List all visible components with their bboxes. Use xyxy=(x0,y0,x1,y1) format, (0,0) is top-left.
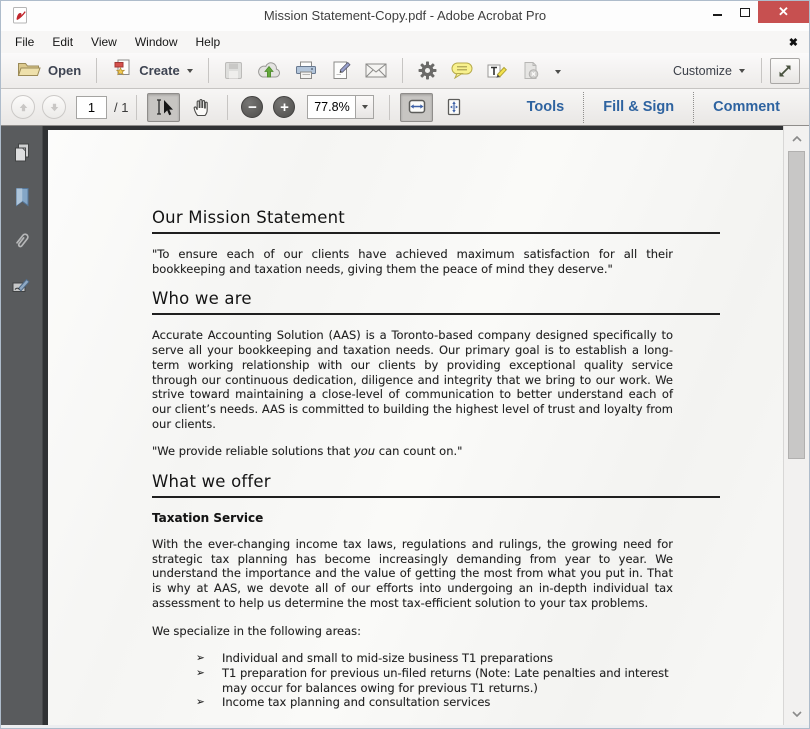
toolbar-divider xyxy=(227,95,228,120)
cloud-upload-icon xyxy=(257,62,281,79)
hand-icon xyxy=(192,97,210,117)
chevron-up-icon xyxy=(792,136,802,142)
chevron-down-icon xyxy=(792,711,802,717)
tab-comment[interactable]: Comment xyxy=(713,99,780,115)
doc-section-heading: Who we are xyxy=(152,289,720,315)
plus-icon: + xyxy=(280,98,289,116)
page-number-input[interactable] xyxy=(76,96,107,119)
share-upload-button[interactable] xyxy=(250,59,288,82)
zoom-out-button[interactable] xyxy=(241,96,263,118)
close-document-icon[interactable]: ✖ xyxy=(788,36,798,49)
zoom-dropdown-button[interactable] xyxy=(355,96,373,118)
next-page-button[interactable] xyxy=(42,95,66,119)
window-title: Mission Statement-Copy.pdf - Adobe Acrobat Pro xyxy=(263,8,547,23)
highlighter-icon xyxy=(487,61,507,80)
page-x-button[interactable] xyxy=(514,58,547,83)
list-item-text: Individual and small to mid-size business T1 preparations xyxy=(222,651,554,666)
chevron-down-icon xyxy=(739,69,745,73)
print-button[interactable] xyxy=(288,58,324,83)
maximize-button[interactable] xyxy=(731,1,758,23)
minimize-icon xyxy=(713,14,722,16)
sign-page-icon xyxy=(331,61,351,80)
doc-paragraph: With the ever-changing income tax laws, regulations and rulings, the growing need for strategic tax planning has become increasingly demanding from year to year. We understand the importance and the value of getting the most from what you put in. That is why at AAS, we devote all of our efforts into undergoing an in-depth individual tax assessment to help us determine the most tax-efficient solution to your tax problems. xyxy=(152,537,673,610)
save-icon xyxy=(224,61,243,80)
list-item xyxy=(152,666,673,695)
bookmark-icon xyxy=(13,187,31,207)
create-button[interactable] xyxy=(105,56,199,86)
menu-bar xyxy=(1,31,809,53)
scroll-down-button[interactable] xyxy=(784,704,809,724)
select-tool-button[interactable] xyxy=(147,93,180,122)
menu-edit[interactable]: Edit xyxy=(52,35,74,49)
navigation-toolbar xyxy=(1,89,809,126)
zoom-level-control xyxy=(307,95,374,119)
doc-paragraph: "To ensure each of our clients have achieved maximum satisfaction for all their bookkeeping and taxation needs, giving them the peace of mind they deserve." xyxy=(152,247,673,276)
gear-icon xyxy=(418,61,437,80)
close-icon: ✕ xyxy=(778,4,789,19)
menu-file[interactable]: File xyxy=(15,35,35,49)
menu-view[interactable]: View xyxy=(91,35,117,49)
select-cursor-icon xyxy=(154,97,174,117)
close-button[interactable] xyxy=(758,1,809,23)
open-label: Open xyxy=(48,63,82,78)
email-button[interactable] xyxy=(358,60,394,81)
signatures-button[interactable] xyxy=(7,271,37,298)
navigation-pane xyxy=(1,126,43,728)
doc-subheading: Taxation Service xyxy=(152,511,264,526)
doc-paragraph: Accurate Accounting Solution (AAS) is a Toronto-based company designed specifically to serve all your bookkeeping and taxation needs. Our primary goal is to establish a long-term working relationship with our clients by providing exceptional quality service through our continuous dedication, diligence and integrity that we bring to our work. We strive toward maintaining a close-level of communication to better understand each of our client’s needs. AAS is committed to building the highest level of trust and loyalty from our clients. xyxy=(152,328,673,431)
arrow-bullet-icon: ➢ xyxy=(196,652,205,665)
fit-page-icon xyxy=(446,98,462,116)
previous-page-button[interactable] xyxy=(11,95,35,119)
pages-icon xyxy=(11,142,33,164)
task-panes xyxy=(508,89,799,125)
doc-paragraph: We specialize in the following areas: xyxy=(152,623,362,638)
arrow-up-icon xyxy=(17,101,30,114)
create-document-icon xyxy=(112,59,132,83)
fit-width-icon xyxy=(408,99,426,115)
title-bar xyxy=(1,1,809,31)
tab-fill-sign[interactable]: Fill & Sign xyxy=(603,99,675,115)
main-toolbar xyxy=(1,53,809,89)
minimize-button[interactable] xyxy=(704,1,731,23)
chevron-down-icon xyxy=(187,69,193,73)
zoom-level-input[interactable] xyxy=(308,96,355,118)
expand-arrows-icon xyxy=(777,63,793,79)
speech-bubble-icon xyxy=(451,62,473,79)
document-area xyxy=(1,126,809,728)
printer-icon xyxy=(295,61,317,80)
open-button[interactable] xyxy=(10,57,88,85)
list-item xyxy=(152,695,673,710)
scroll-up-button[interactable] xyxy=(784,129,809,149)
toolbar-divider xyxy=(96,58,97,83)
more-tools-icon xyxy=(554,68,562,74)
page-canvas xyxy=(44,126,785,728)
list-item-text: T1 preparation for previous un-filed returns (Note: Late penalties and interest may occur for balances owing for previous T1 returns.) xyxy=(222,665,669,695)
toolbar-divider xyxy=(402,58,403,83)
fit-width-button[interactable] xyxy=(400,93,433,122)
settings-gear-button[interactable] xyxy=(411,58,444,83)
zoom-in-button[interactable] xyxy=(273,96,295,118)
toolbar-overflow-button[interactable] xyxy=(547,65,569,77)
doc-content xyxy=(152,208,720,710)
folder-icon xyxy=(17,60,41,82)
highlight-text-button[interactable] xyxy=(480,58,514,83)
toolbar-divider xyxy=(761,58,762,83)
doc-paragraph: "We provide reliable solutions that you can count on." xyxy=(152,444,463,459)
list-item xyxy=(152,651,673,666)
comment-bubble-button[interactable] xyxy=(444,59,480,82)
save-button[interactable] xyxy=(217,58,250,83)
attachments-button[interactable] xyxy=(7,227,37,254)
doc-section-heading: What we offer xyxy=(152,472,720,498)
window-bottom-edge xyxy=(1,725,809,728)
doc-section-heading: Our Mission Statement xyxy=(152,208,720,234)
toolbar-divider xyxy=(208,58,209,83)
toolbar-divider xyxy=(389,95,390,120)
create-label: Create xyxy=(139,63,180,78)
page-thumbnails-button[interactable] xyxy=(7,139,37,166)
sign-document-button[interactable] xyxy=(324,58,358,83)
doc-bullet-list xyxy=(152,651,720,710)
signature-icon xyxy=(11,276,33,294)
tab-tools[interactable]: Tools xyxy=(526,99,565,115)
page-count-label: / 1 xyxy=(114,99,129,115)
pdf-page xyxy=(48,130,783,728)
reading-mode-button[interactable] xyxy=(770,58,800,84)
maximize-icon xyxy=(740,8,750,17)
page-x-icon xyxy=(521,61,540,80)
toolbar-divider xyxy=(136,95,137,120)
scrollbar-thumb[interactable] xyxy=(788,151,805,459)
chevron-down-icon xyxy=(362,105,368,109)
list-item-text: Income tax planning and consultation services xyxy=(222,695,491,710)
minus-icon: − xyxy=(248,98,257,116)
paperclip-icon xyxy=(11,230,33,252)
arrow-bullet-icon: ➢ xyxy=(196,696,205,709)
vertical-scrollbar[interactable] xyxy=(783,126,809,728)
customize-label: Customize xyxy=(672,63,732,78)
menu-window[interactable]: Window xyxy=(134,35,178,49)
customize-button[interactable] xyxy=(665,61,753,81)
hand-tool-button[interactable] xyxy=(184,93,217,122)
arrow-bullet-icon: ➢ xyxy=(196,666,205,679)
bookmarks-button[interactable] xyxy=(7,183,37,210)
fit-page-button[interactable] xyxy=(437,93,470,122)
envelope-icon xyxy=(365,63,387,78)
menu-help[interactable]: Help xyxy=(195,35,221,49)
arrow-down-icon xyxy=(48,101,61,114)
